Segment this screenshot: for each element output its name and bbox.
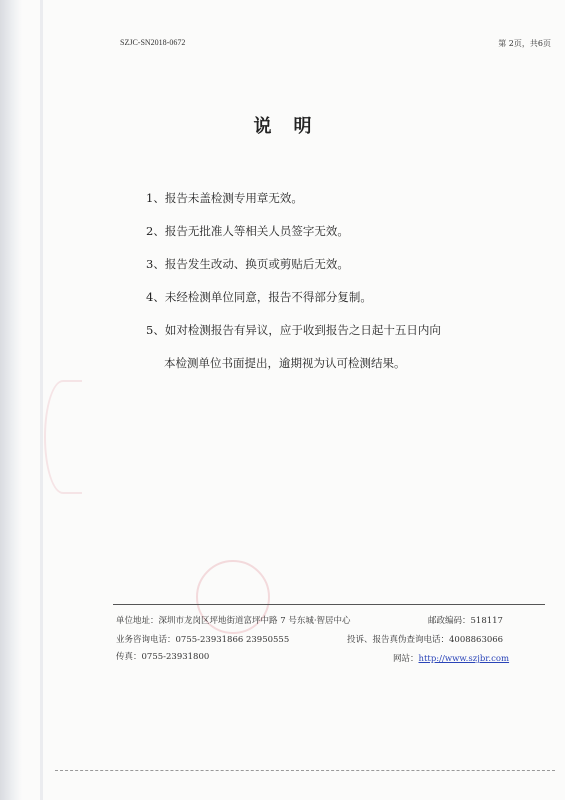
report-code: SZJC-SN2018-0672 bbox=[120, 38, 186, 47]
notes-list bbox=[146, 190, 516, 388]
bottom-rule bbox=[55, 770, 555, 771]
footer-fax: 传真：0755-23931800 bbox=[116, 652, 210, 662]
note-item: 5、如对检测报告有异议，应于收到报告之日起十五日内向 bbox=[146, 323, 441, 337]
seal-stamp-partial bbox=[44, 380, 82, 494]
note-item: 3、报告发生改动、换页或剪贴后无效。 bbox=[146, 257, 349, 271]
footer-postcode: 邮政编码：518117 bbox=[428, 616, 503, 626]
footer-verify-phone: 投诉、报告真伪查询电话：4008863066 bbox=[347, 635, 504, 645]
footer-divider bbox=[113, 604, 545, 605]
footer-address: 单位地址：深圳市龙岗区坪地街道富坪中路 7 号东城·智居中心 bbox=[116, 616, 351, 626]
website-label: 网站： bbox=[393, 654, 419, 664]
footer-phone: 业务咨询电话：0755-23931866 23950555 bbox=[116, 635, 290, 645]
note-continuation: 本检测单位书面提出，逾期视为认可检测结果。 bbox=[164, 356, 406, 370]
note-item: 2、报告无批准人等相关人员签字无效。 bbox=[146, 224, 349, 238]
page-indicator: 第 2页，共6页 bbox=[498, 39, 551, 48]
note-item: 4、未经检测单位同意，报告不得部分复制。 bbox=[146, 290, 372, 304]
footer-website bbox=[393, 652, 509, 664]
note-item: 1、报告未盖检测专用章无效。 bbox=[146, 191, 303, 205]
page-title: 说明 bbox=[253, 116, 334, 137]
website-link[interactable]: http://www.szjbr.com bbox=[418, 654, 510, 664]
